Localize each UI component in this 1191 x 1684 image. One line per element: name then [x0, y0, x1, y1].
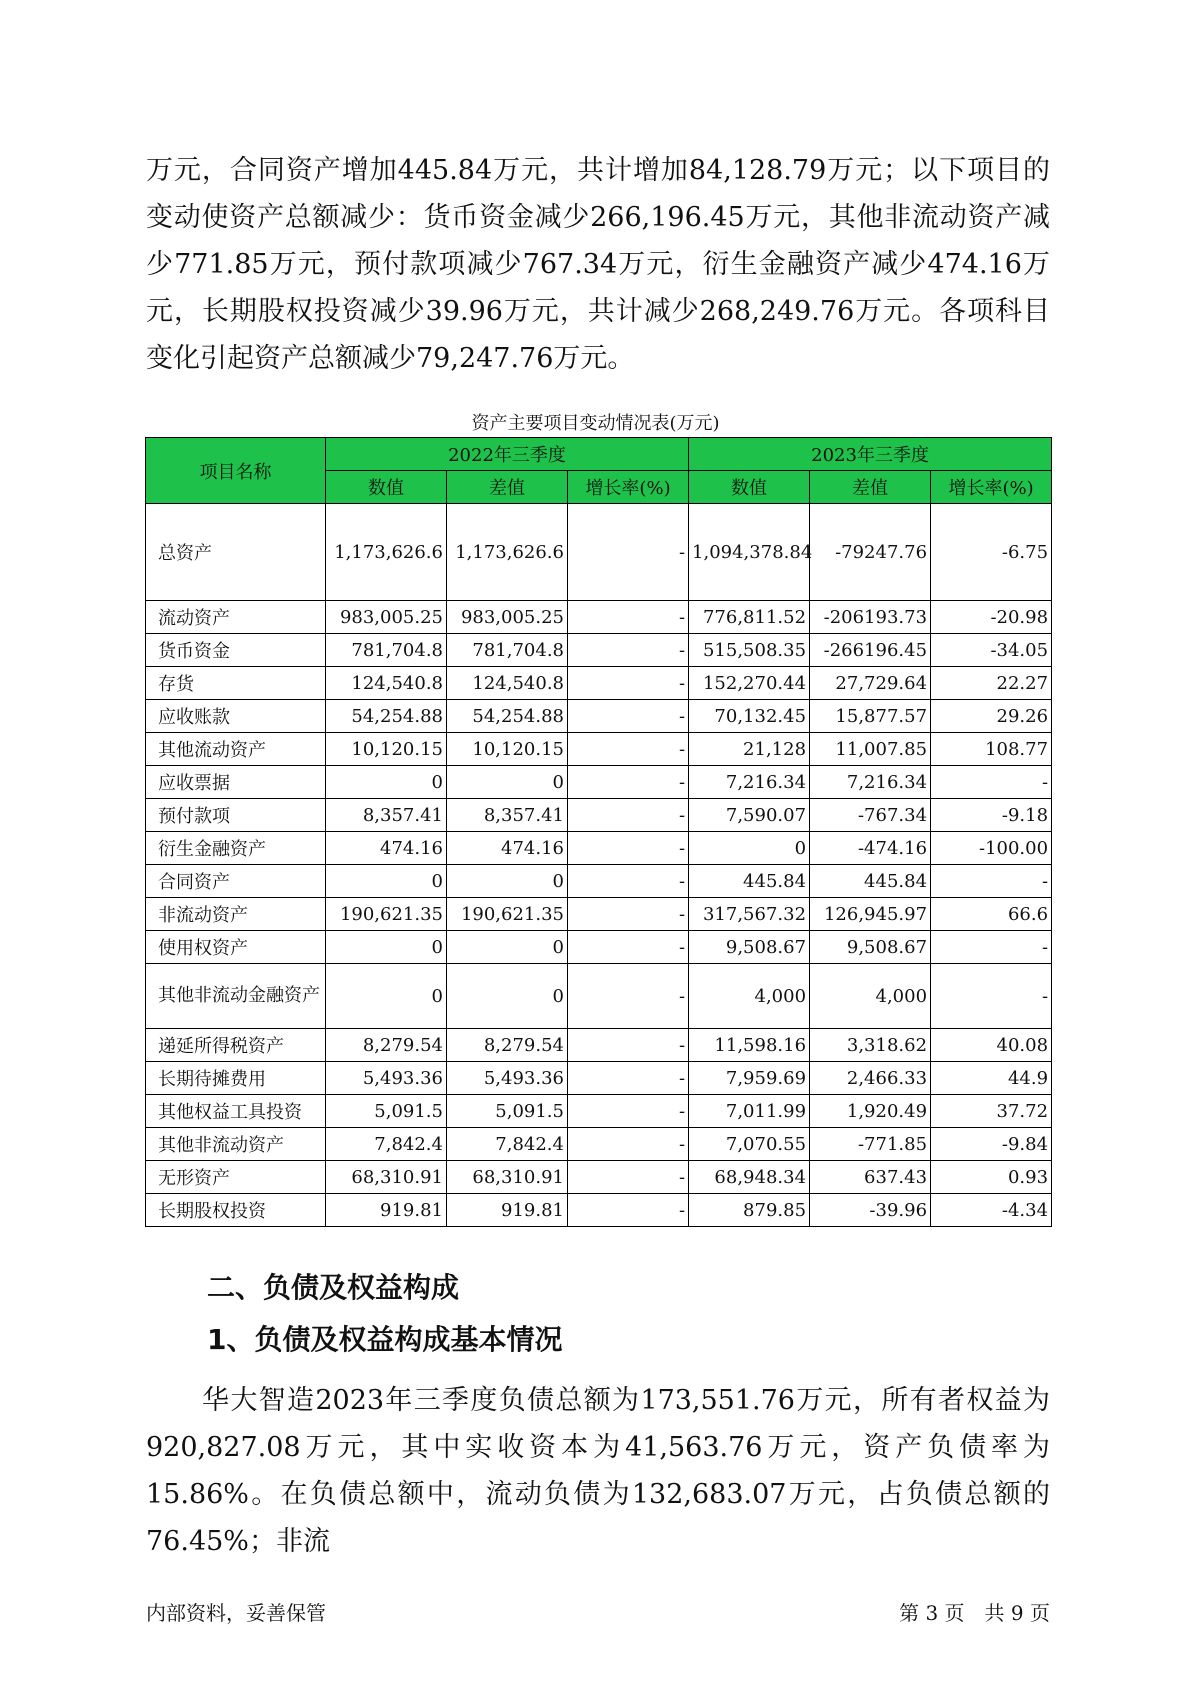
header-diff-2023: 差值 [810, 471, 931, 504]
cell-growth-2023: -9.18 [931, 799, 1052, 832]
row-item-name: 长期待摊费用 [146, 1062, 326, 1095]
table-row [146, 1062, 1052, 1095]
cell-value-2023: 11,598.16 [689, 1029, 810, 1062]
cell-growth-2022: - [568, 733, 689, 766]
cell-growth-2023: -6.75 [931, 504, 1052, 601]
cell-value-2022: 8,357.41 [326, 799, 447, 832]
cell-diff-2023: -474.16 [810, 832, 931, 865]
cell-value-2022: 1,173,626.6 [326, 504, 447, 601]
cell-diff-2022: 68,310.91 [447, 1161, 568, 1194]
cell-growth-2022: - [568, 667, 689, 700]
header-value-2023: 数值 [689, 471, 810, 504]
cell-diff-2022: 8,279.54 [447, 1029, 568, 1062]
cell-diff-2023: 15,877.57 [810, 700, 931, 733]
subsection-heading: 1、负债及权益构成基本情况 [207, 1323, 563, 1356]
cell-value-2022: 5,493.36 [326, 1062, 447, 1095]
cell-diff-2023: 27,729.64 [810, 667, 931, 700]
cell-value-2023: 7,216.34 [689, 766, 810, 799]
row-item-name: 其他非流动金融资产 [146, 964, 326, 1029]
table-row [146, 931, 1052, 964]
section-heading: 二、负债及权益构成 [207, 1271, 460, 1304]
cell-diff-2022: 8,357.41 [447, 799, 568, 832]
cell-growth-2022: - [568, 1062, 689, 1095]
cell-growth-2022: - [568, 1095, 689, 1128]
cell-value-2023: 7,959.69 [689, 1062, 810, 1095]
cell-value-2022: 190,621.35 [326, 898, 447, 931]
row-item-name: 其他权益工具投资 [146, 1095, 326, 1128]
cell-value-2022: 124,540.8 [326, 667, 447, 700]
cell-diff-2022: 5,091.5 [447, 1095, 568, 1128]
row-item-name: 总资产 [146, 504, 326, 601]
header-growth-2022: 增长率(%) [568, 471, 689, 504]
cell-growth-2022: - [568, 865, 689, 898]
cell-growth-2023: 22.27 [931, 667, 1052, 700]
cell-value-2022: 7,842.4 [326, 1128, 447, 1161]
row-item-name: 无形资产 [146, 1161, 326, 1194]
cell-value-2023: 4,000 [689, 964, 810, 1029]
cell-value-2022: 0 [326, 766, 447, 799]
row-item-name: 使用权资产 [146, 931, 326, 964]
cell-growth-2023: -34.05 [931, 634, 1052, 667]
cell-growth-2023: -4.34 [931, 1194, 1052, 1227]
table-caption: 资产主要项目变动情况表(万元) [471, 413, 720, 434]
page-number: 第 3 页 共 9 页 [899, 1601, 1050, 1625]
cell-value-2022: 781,704.8 [326, 634, 447, 667]
cell-diff-2022: 7,842.4 [447, 1128, 568, 1161]
cell-growth-2022: - [568, 898, 689, 931]
cell-diff-2023: 7,216.34 [810, 766, 931, 799]
cell-growth-2023: - [931, 766, 1052, 799]
cell-diff-2023: 11,007.85 [810, 733, 931, 766]
table-row [146, 1194, 1052, 1227]
row-item-name: 应收票据 [146, 766, 326, 799]
intro-paragraph: 万元，合同资产增加445.84万元，共计增加84,128.79万元；以下项目的变动使资产总额减少：货币资金减少266,196.45万元，其他非流动资产减少771.85万元，预付款项减少767.34万元，衍生金融资产减少474.16万元，长期股权投资减少39.96万元，共计减少268,249.76万元。各项科目变化引起资产总额减少79,247.76万元。 [146, 155, 1050, 374]
row-item-name: 流动资产 [146, 601, 326, 634]
cell-diff-2023: 1,920.49 [810, 1095, 931, 1128]
row-item-name: 递延所得税资产 [146, 1029, 326, 1062]
table-row [146, 832, 1052, 865]
table-body [146, 504, 1052, 1227]
cell-diff-2022: 1,173,626.6 [447, 504, 568, 601]
header-period-2022: 2022年三季度 [326, 438, 689, 471]
cell-growth-2023: 0.93 [931, 1161, 1052, 1194]
cell-growth-2023: -20.98 [931, 601, 1052, 634]
cell-diff-2022: 5,493.36 [447, 1062, 568, 1095]
cell-diff-2023: 3,318.62 [810, 1029, 931, 1062]
cell-growth-2022: - [568, 700, 689, 733]
row-item-name: 货币资金 [146, 634, 326, 667]
cell-growth-2022: - [568, 504, 689, 601]
row-item-name: 其他流动资产 [146, 733, 326, 766]
table-row [146, 964, 1052, 1029]
row-item-name: 非流动资产 [146, 898, 326, 931]
cell-growth-2023: - [931, 964, 1052, 1029]
header-period-2023: 2023年三季度 [689, 438, 1052, 471]
cell-growth-2022: - [568, 1194, 689, 1227]
table-row [146, 1128, 1052, 1161]
cell-diff-2023: -79247.76 [810, 504, 931, 601]
table-row [146, 667, 1052, 700]
row-item-name: 合同资产 [146, 865, 326, 898]
cell-diff-2022: 0 [447, 766, 568, 799]
cell-diff-2022: 190,621.35 [447, 898, 568, 931]
cell-diff-2023: 445.84 [810, 865, 931, 898]
cell-diff-2022: 983,005.25 [447, 601, 568, 634]
cell-value-2023: 0 [689, 832, 810, 865]
row-item-name: 衍生金融资产 [146, 832, 326, 865]
cell-value-2023: 776,811.52 [689, 601, 810, 634]
table-row [146, 799, 1052, 832]
table-row [146, 1029, 1052, 1062]
cell-value-2022: 0 [326, 865, 447, 898]
cell-value-2023: 7,011.99 [689, 1095, 810, 1128]
table-row [146, 601, 1052, 634]
cell-growth-2023: 37.72 [931, 1095, 1052, 1128]
footer-note: 内部资料，妥善保管 [146, 1601, 326, 1625]
cell-diff-2022: 54,254.88 [447, 700, 568, 733]
cell-value-2023: 445.84 [689, 865, 810, 898]
cell-diff-2022: 474.16 [447, 832, 568, 865]
table-row [146, 700, 1052, 733]
cell-value-2022: 0 [326, 931, 447, 964]
cell-value-2023: 152,270.44 [689, 667, 810, 700]
cell-diff-2023: 637.43 [810, 1161, 931, 1194]
cell-diff-2022: 781,704.8 [447, 634, 568, 667]
cell-value-2023: 1,094,378.84 [689, 504, 810, 601]
cell-diff-2023: 126,945.97 [810, 898, 931, 931]
cell-diff-2023: -266196.45 [810, 634, 931, 667]
header-growth-2023: 增长率(%) [931, 471, 1052, 504]
cell-diff-2023: -767.34 [810, 799, 931, 832]
cell-value-2022: 0 [326, 964, 447, 1029]
body-paragraph: 华大智造2023年三季度负债总额为173,551.76万元，所有者权益为920,827.08万元，其中实收资本为41,563.76万元，资产负债率为15.86%。在负债总额中，流动负债为132,683.07万元，占负债总额的76.45%；非流 [146, 1385, 1050, 1557]
table-row [146, 504, 1052, 601]
cell-value-2023: 7,070.55 [689, 1128, 810, 1161]
cell-value-2023: 879.85 [689, 1194, 810, 1227]
cell-value-2022: 8,279.54 [326, 1029, 447, 1062]
cell-value-2023: 21,128 [689, 733, 810, 766]
cell-growth-2023: -100.00 [931, 832, 1052, 865]
row-item-name: 长期股权投资 [146, 1194, 326, 1227]
header-value-2022: 数值 [326, 471, 447, 504]
cell-growth-2022: - [568, 601, 689, 634]
cell-growth-2022: - [568, 832, 689, 865]
cell-growth-2022: - [568, 634, 689, 667]
cell-diff-2022: 10,120.15 [447, 733, 568, 766]
cell-diff-2022: 0 [447, 865, 568, 898]
cell-diff-2022: 919.81 [447, 1194, 568, 1227]
cell-growth-2023: -9.84 [931, 1128, 1052, 1161]
table-row [146, 1161, 1052, 1194]
cell-value-2022: 54,254.88 [326, 700, 447, 733]
cell-growth-2022: - [568, 1128, 689, 1161]
table-row [146, 766, 1052, 799]
header-diff-2022: 差值 [447, 471, 568, 504]
table-row [146, 634, 1052, 667]
cell-growth-2023: 29.26 [931, 700, 1052, 733]
cell-diff-2023: -39.96 [810, 1194, 931, 1227]
cell-diff-2022: 0 [447, 931, 568, 964]
table-row [146, 898, 1052, 931]
cell-diff-2023: 2,466.33 [810, 1062, 931, 1095]
cell-diff-2022: 124,540.8 [447, 667, 568, 700]
cell-growth-2022: - [568, 766, 689, 799]
table-row [146, 865, 1052, 898]
cell-diff-2023: -771.85 [810, 1128, 931, 1161]
table-row [146, 733, 1052, 766]
cell-growth-2022: - [568, 964, 689, 1029]
cell-diff-2023: 9,508.67 [810, 931, 931, 964]
cell-growth-2023: 66.6 [931, 898, 1052, 931]
cell-value-2023: 515,508.35 [689, 634, 810, 667]
cell-value-2022: 983,005.25 [326, 601, 447, 634]
cell-growth-2023: 44.9 [931, 1062, 1052, 1095]
cell-value-2023: 9,508.67 [689, 931, 810, 964]
cell-diff-2022: 0 [447, 964, 568, 1029]
cell-growth-2023: - [931, 931, 1052, 964]
cell-growth-2023: 108.77 [931, 733, 1052, 766]
cell-growth-2023: 40.08 [931, 1029, 1052, 1062]
asset-change-table [145, 437, 1051, 1227]
cell-value-2023: 70,132.45 [689, 700, 810, 733]
cell-growth-2023: - [931, 865, 1052, 898]
header-item-name: 项目名称 [146, 438, 326, 504]
cell-value-2022: 474.16 [326, 832, 447, 865]
cell-growth-2022: - [568, 1029, 689, 1062]
cell-value-2023: 317,567.32 [689, 898, 810, 931]
table-row [146, 1095, 1052, 1128]
cell-growth-2022: - [568, 799, 689, 832]
cell-diff-2023: 4,000 [810, 964, 931, 1029]
row-item-name: 存货 [146, 667, 326, 700]
cell-value-2022: 10,120.15 [326, 733, 447, 766]
cell-growth-2022: - [568, 1161, 689, 1194]
row-item-name: 应收账款 [146, 700, 326, 733]
cell-value-2022: 5,091.5 [326, 1095, 447, 1128]
cell-value-2022: 919.81 [326, 1194, 447, 1227]
cell-value-2023: 68,948.34 [689, 1161, 810, 1194]
cell-value-2022: 68,310.91 [326, 1161, 447, 1194]
row-item-name: 其他非流动资产 [146, 1128, 326, 1161]
cell-value-2023: 7,590.07 [689, 799, 810, 832]
cell-growth-2022: - [568, 931, 689, 964]
cell-diff-2023: -206193.73 [810, 601, 931, 634]
row-item-name: 预付款项 [146, 799, 326, 832]
